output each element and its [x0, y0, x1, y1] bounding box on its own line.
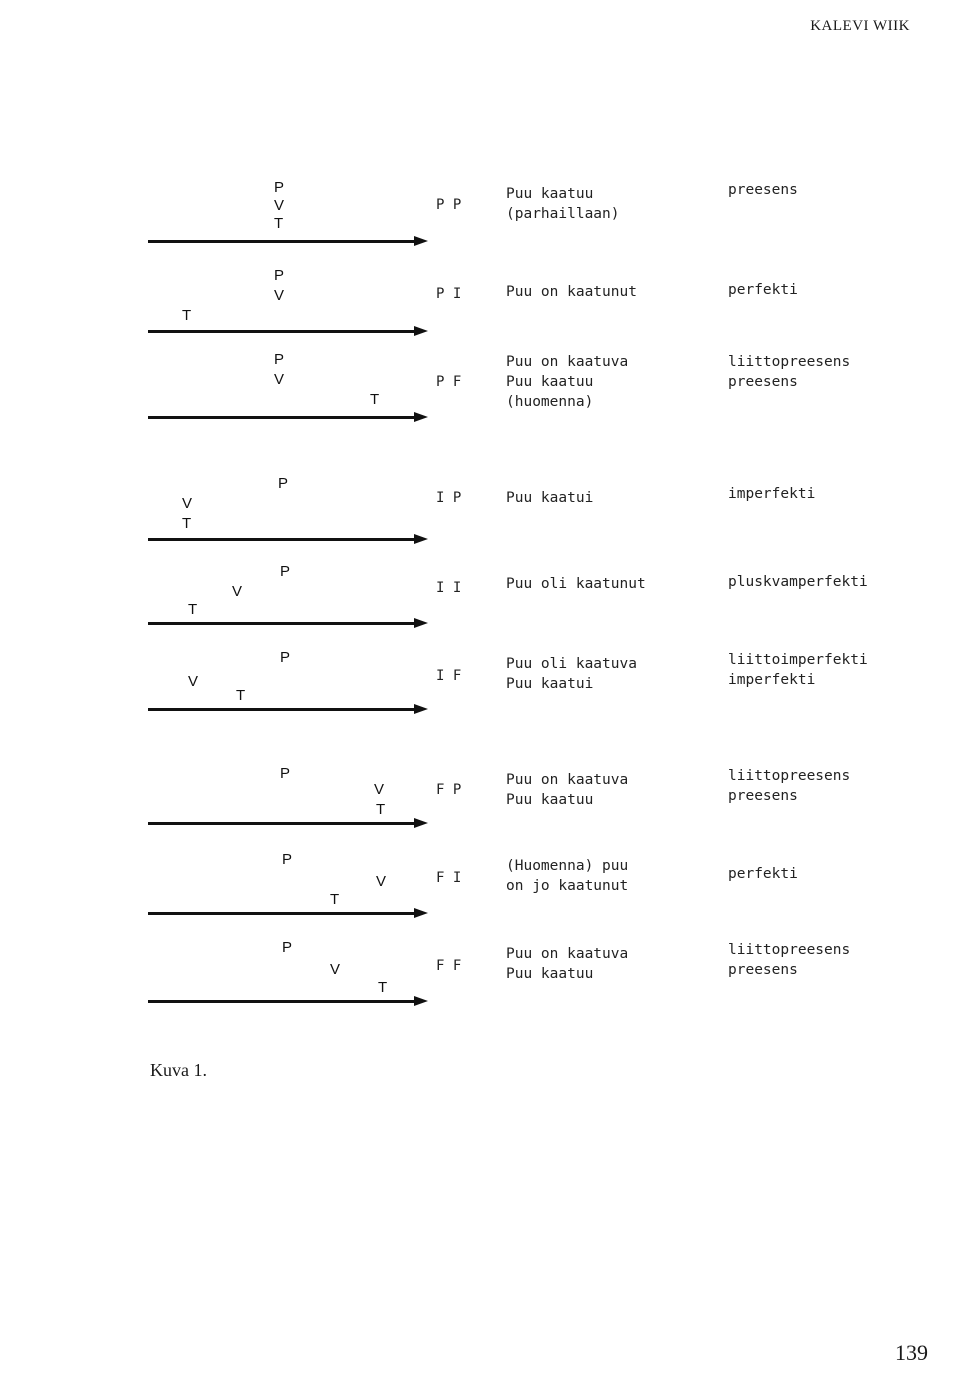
timeline-marker-v: V: [274, 197, 285, 214]
timeline-row: [0, 180, 960, 270]
timeline-arrow: [148, 330, 418, 333]
timeline-marker-t: T: [236, 687, 246, 704]
timeline-marker-t: T: [182, 515, 192, 532]
timeline-row: [0, 766, 960, 856]
tense-name: liittoimperfekti imperfekti: [728, 652, 868, 688]
timeline-marker-p: P: [274, 351, 285, 368]
timeline-row: [0, 650, 960, 740]
timeline-marker-p: P: [280, 649, 291, 666]
timeline-row: [0, 476, 960, 566]
timeline-row: [0, 940, 960, 1030]
timeline-row: [0, 852, 960, 942]
running-head: KALEVI WIIK: [810, 18, 910, 34]
tense-code: F F: [436, 958, 462, 974]
tense-code: P I: [436, 286, 462, 302]
example-sentence: (Huomenna) puu on jo kaatunut: [506, 858, 629, 894]
timeline-arrow: [148, 708, 418, 711]
tense-name: liittopreesens preesens: [728, 354, 851, 390]
tense-code: P P: [436, 197, 462, 213]
timeline-marker-v: V: [232, 583, 243, 600]
tense-name: pluskvamperfekti: [728, 574, 868, 590]
timeline-arrow: [148, 1000, 418, 1003]
tense-name: liittopreesens preesens: [728, 768, 851, 804]
tense-code: F P: [436, 782, 462, 798]
timeline-arrow: [148, 240, 418, 243]
example-sentence: Puu on kaatuva Puu kaatuu: [506, 772, 629, 808]
example-sentence: Puu on kaatunut: [506, 284, 637, 300]
page-number: 139: [895, 1340, 928, 1365]
timeline-row: [0, 352, 960, 442]
timeline-marker-t: T: [330, 891, 340, 908]
timeline-marker-t: T: [376, 801, 386, 818]
timeline-marker-p: P: [274, 267, 285, 284]
timeline-marker-t: T: [370, 391, 380, 408]
example-sentence: Puu oli kaatunut: [506, 576, 646, 592]
timeline-marker-p: P: [278, 475, 289, 492]
timeline-marker-v: V: [182, 495, 193, 512]
tense-code: I F: [436, 668, 462, 684]
tense-code: I I: [436, 580, 462, 596]
tense-name: perfekti: [728, 866, 798, 882]
tense-name: liittopreesens preesens: [728, 942, 851, 978]
tense-code: P F: [436, 374, 462, 390]
timeline-marker-p: P: [280, 563, 291, 580]
timeline-row: [0, 560, 960, 650]
timeline-arrow: [148, 912, 418, 915]
timeline-marker-t: T: [188, 601, 198, 618]
timeline-row: [0, 268, 960, 358]
timeline-marker-t: T: [274, 215, 284, 232]
example-sentence: Puu kaatui: [506, 490, 594, 506]
example-sentence: Puu on kaatuva Puu kaatuu: [506, 946, 629, 982]
example-sentence: Puu oli kaatuva Puu kaatui: [506, 656, 637, 692]
timeline-marker-v: V: [374, 781, 385, 798]
timeline-arrow: [148, 822, 418, 825]
timeline-arrow: [148, 622, 418, 625]
timeline-marker-p: P: [280, 765, 291, 782]
timeline-marker-v: V: [376, 873, 387, 890]
timeline-marker-p: P: [282, 939, 293, 956]
timeline-marker-t: T: [182, 307, 192, 324]
timeline-marker-v: V: [330, 961, 341, 978]
timeline-marker-p: P: [274, 179, 285, 196]
timeline-arrow: [148, 538, 418, 541]
timeline-marker-v: V: [274, 287, 285, 304]
timeline-marker-v: V: [274, 371, 285, 388]
timeline-marker-v: V: [188, 673, 199, 690]
tense-name: imperfekti: [728, 486, 816, 502]
timeline-marker-t: T: [378, 979, 388, 996]
tense-name: preesens: [728, 182, 798, 198]
timeline-arrow: [148, 416, 418, 419]
example-sentence: Puu on kaatuva Puu kaatuu (huomenna): [506, 354, 629, 410]
example-sentence: Puu kaatuu (parhaillaan): [506, 186, 620, 222]
tense-code: F I: [436, 870, 462, 886]
figure-caption: Kuva 1.: [150, 1060, 207, 1080]
tense-name: perfekti: [728, 282, 798, 298]
timeline-marker-p: P: [282, 851, 293, 868]
tense-code: I P: [436, 490, 462, 506]
